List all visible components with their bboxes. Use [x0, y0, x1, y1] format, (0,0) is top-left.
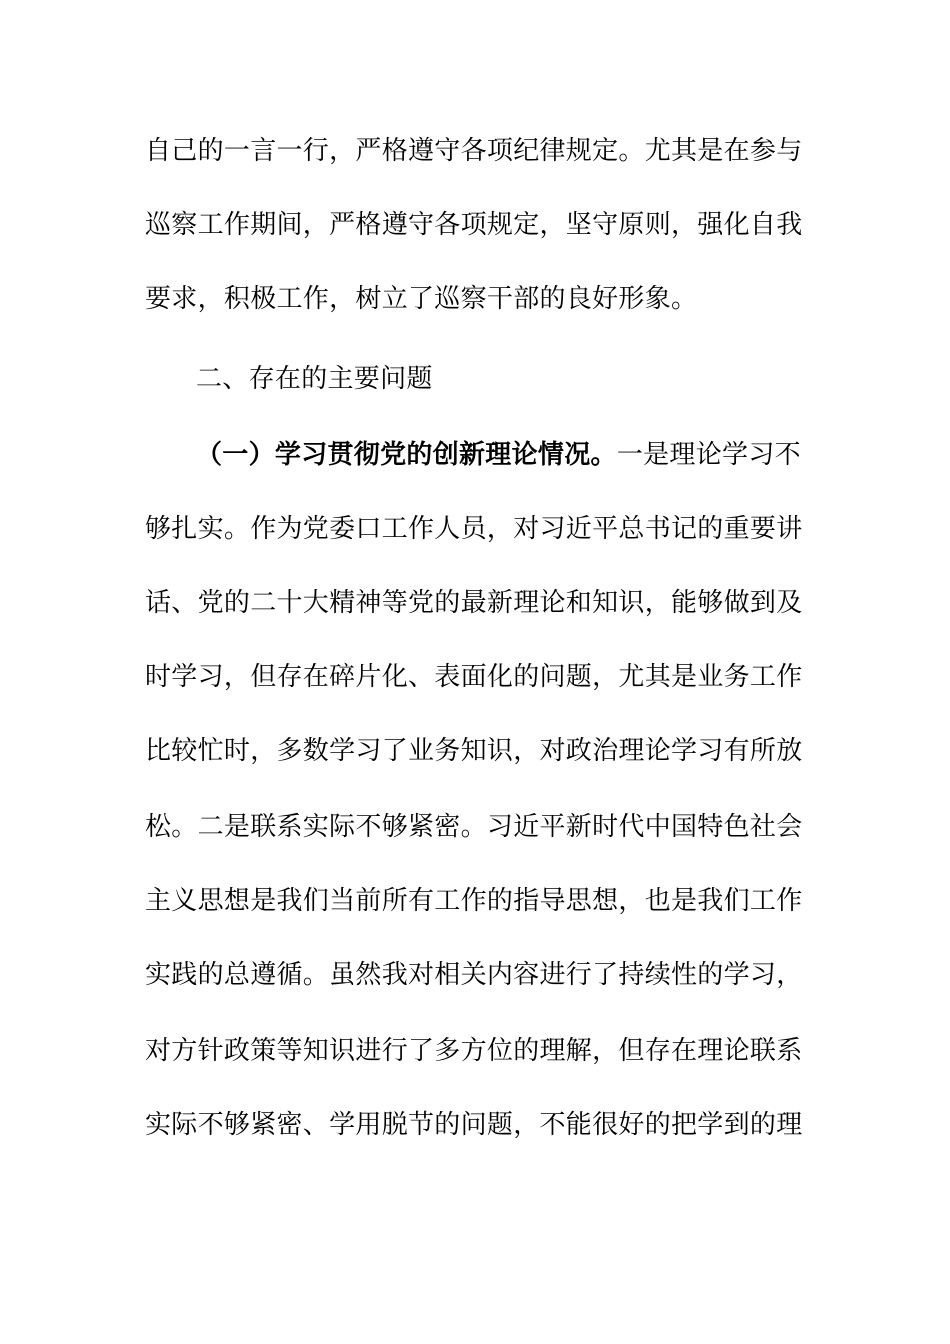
- section-heading: 二、存在的主要问题: [196, 364, 433, 394]
- subheading-title: （一）学习贯彻党的创新理论情况。: [196, 440, 617, 470]
- paragraph-line: 时学习，但存在碎片化、表面化的问题，尤其是业务工作: [145, 662, 803, 692]
- paragraph-line: 实践的总遵循。虽然我对相关内容进行了持续性的学习，: [145, 960, 803, 990]
- paragraph-line: 松。二是联系实际不够紧密。习近平新时代中国特色社会: [145, 812, 803, 842]
- subheading-text: 一是理论学习不: [616, 440, 801, 470]
- paragraph-line: 要求，积极工作，树立了巡察干部的良好形象。: [145, 284, 698, 314]
- paragraph-line: 实际不够紧密、学用脱节的问题，不能很好的把学到的理: [145, 1110, 803, 1140]
- paragraph-line: 比较忙时，多数学习了业务知识，对政治理论学习有所放: [145, 736, 803, 766]
- paragraph-line: 自己的一言一行，严格遵守各项纪律规定。尤其是在参与: [145, 136, 803, 166]
- paragraph-line: 话、党的二十大精神等党的最新理论和知识，能够做到及: [145, 588, 803, 618]
- paragraph-line: 主义思想是我们当前所有工作的指导思想，也是我们工作: [145, 886, 803, 916]
- paragraph-line: 够扎实。作为党委口工作人员，对习近平总书记的重要讲: [145, 514, 803, 544]
- paragraph-line: 巡察工作期间，严格遵守各项规定，坚守原则，强化自我: [145, 210, 803, 240]
- paragraph-line: 对方针政策等知识进行了多方位的理解，但存在理论联系: [145, 1036, 803, 1066]
- subheading-line: [196, 437, 876, 473]
